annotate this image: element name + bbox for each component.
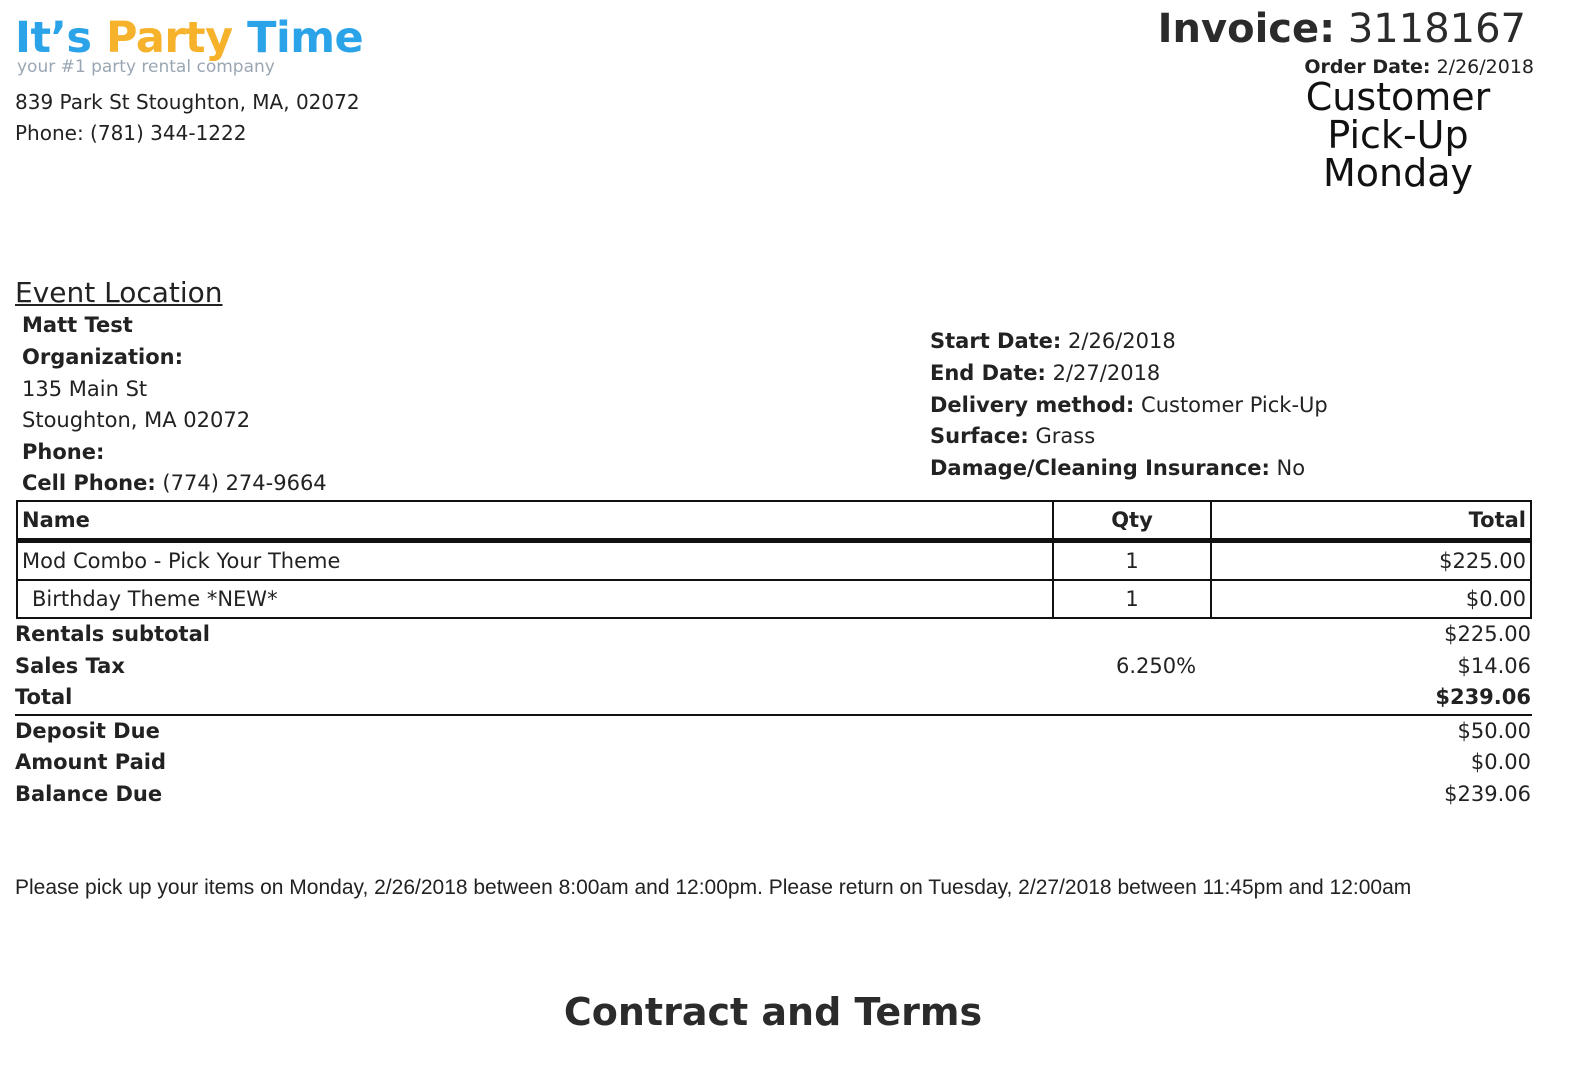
start-date-value: 2/26/2018 [1068,329,1176,353]
insurance-label: Damage/Cleaning Insurance: [930,456,1270,480]
item-name: Birthday Theme *NEW* [17,580,1053,618]
sales-tax-rate: 6.250% [1116,654,1197,678]
subtotal-label: Rentals subtotal [15,622,210,646]
sales-tax-value: $14.06 [1457,654,1531,678]
cell-phone-label: Cell Phone: [22,471,156,495]
invoice-status: Customer Pick-Up Monday [1305,75,1491,195]
balance-due-value: $239.06 [1444,782,1531,806]
company-tagline: your #1 party rental company [17,57,275,77]
insurance [930,456,1305,480]
contract-title: Contract and Terms [563,990,983,1034]
event-location-title: Event Location [15,276,223,309]
pickup-note: Please pick up your items on Monday, 2/26/2018 between 8:00am and 12:00pm. Please return on Tuesday, 2/27/2018 between 11:45pm and 12:00am [15,876,1412,899]
table-row [17,580,1531,618]
items-table [16,500,1532,619]
phone-label: Phone: [22,440,105,464]
end-date-value: 2/27/2018 [1052,361,1161,385]
customer-name: Matt Test [22,313,133,337]
totals-divider [15,714,1532,716]
invoice-label: Invoice: [1157,6,1336,52]
delivery-method [930,393,1328,417]
end-date-label: End Date: [930,361,1046,385]
surface [930,424,1095,448]
company-phone: Phone: (781) 344-1222 [15,121,247,145]
start-date [930,329,1176,353]
cell-phone [22,471,327,495]
logo-word-time: Time [247,13,364,63]
table-header-row [17,501,1531,541]
organization-label: Organization: [22,345,183,369]
item-qty: 1 [1053,580,1211,618]
logo-word-party: Party [105,13,233,63]
column-header-total: Total [1211,501,1531,541]
amount-paid-label: Amount Paid [15,750,167,774]
item-total: $0.00 [1211,580,1531,618]
cell-phone-value: (774) 274-9664 [162,471,327,495]
end-date [930,361,1160,385]
total-label: Total [15,685,73,709]
surface-value: Grass [1035,424,1096,448]
company-address: 839 Park St Stoughton, MA, 02072 [15,90,360,114]
amount-paid-value: $0.00 [1470,750,1531,774]
city-line: Stoughton, MA 02072 [22,408,251,432]
invoice-number-value: 3118167 [1347,6,1526,52]
column-header-name: Name [17,501,1053,541]
subtotal-value: $225.00 [1444,622,1531,646]
delivery-method-value: Customer Pick-Up [1141,393,1328,417]
total-value: $239.06 [1435,685,1531,709]
invoice-number [1158,6,1526,52]
item-name: Mod Combo - Pick Your Theme [17,541,1053,581]
sales-tax-label: Sales Tax [15,654,125,678]
street-address: 135 Main St [22,377,148,401]
deposit-due-value: $50.00 [1457,719,1531,743]
surface-label: Surface: [930,424,1029,448]
order-date-value: 2/26/2018 [1436,56,1534,78]
deposit-due-label: Deposit Due [15,719,160,743]
delivery-method-label: Delivery method: [930,393,1135,417]
logo-word-its: It’s [15,13,92,63]
balance-due-label: Balance Due [15,782,163,806]
insurance-value: No [1276,456,1306,480]
item-total: $225.00 [1211,541,1531,581]
column-header-qty: Qty [1053,501,1211,541]
order-date-label: Order Date: [1304,56,1431,78]
start-date-label: Start Date: [930,329,1062,353]
item-qty: 1 [1053,541,1211,581]
table-row [17,541,1531,581]
